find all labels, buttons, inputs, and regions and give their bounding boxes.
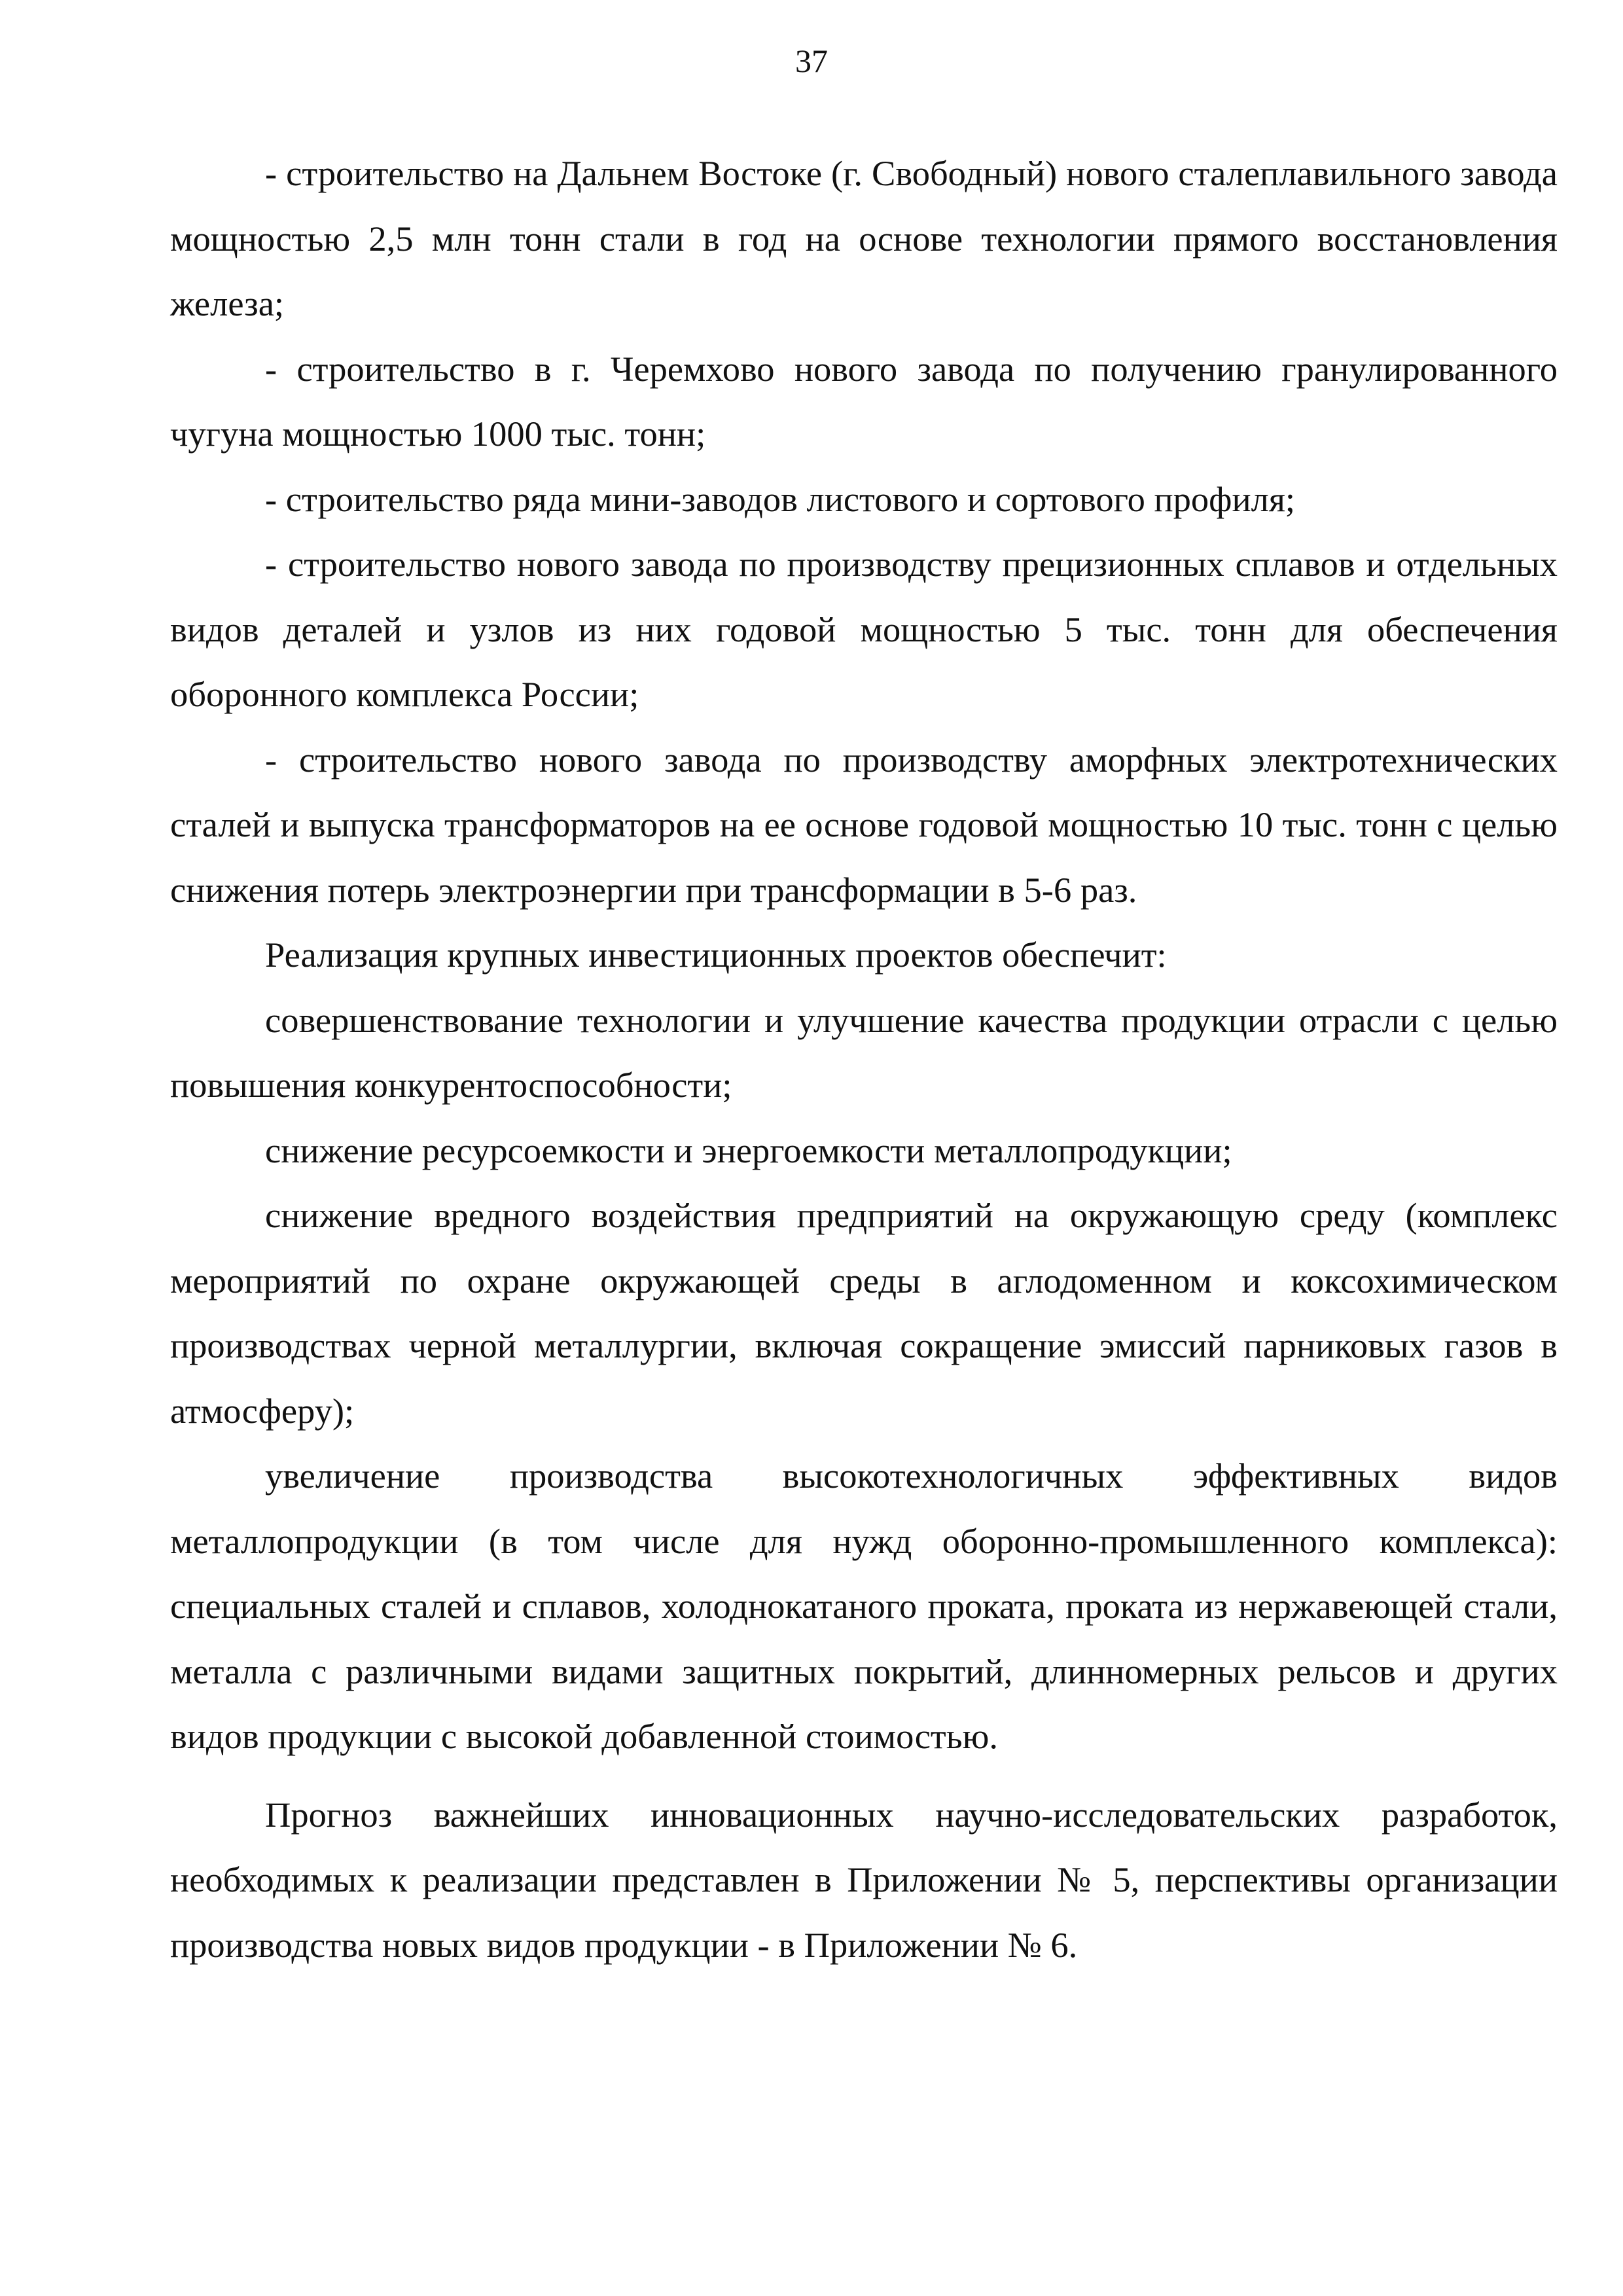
paragraph-technology-improvement: совершенствование технологии и улучшение качества продукции отрасли с целью повышения конкурентоспособности; <box>170 999 1558 1105</box>
paragraph-bullet-mini-plants: - строительство ряда мини-заводов листового и сортового профиля; <box>265 478 1296 519</box>
document-body <box>170 141 1558 1977</box>
paragraph-resource-reduction: снижение ресурсоемкости и энергоемкости металлопродукции; <box>265 1130 1232 1170</box>
paragraph-high-tech-production: увеличение производства высокотехнологичных эффективных видов металлопродукции (в том числе для нужд оборонно-промышленного комплекса): специальных сталей и сплавов, холоднокатаного проката, проката из нержавеющей стали, металла с различными видами защитных покрытий, длинномерных рельсов и других видов продукции с высокой добавленной стоимостью. <box>170 1456 1558 1756</box>
paragraph-forecast-appendices: Прогноз важнейших инновационных научно-исследовательских разработок, необходимых к реализации представлен в Приложении № 5, перспективы организации производства новых видов продукции - в Приложении № 6. <box>170 1794 1558 1965</box>
paragraph-implementation-intro: Реализация крупных инвестиционных проектов обеспечит: <box>265 935 1167 975</box>
paragraph-bullet-amorphous-steel-plant: - строительство нового завода по производству аморфных электротехнических сталей и выпуска трансформаторов на ее основе годовой мощностью 10 тыс. тонн с целью снижения потерь электроэнергии при трансформации в 5-6 раз. <box>170 739 1558 910</box>
paragraph-bullet-svobodny-plant: - строительство на Дальнем Востоке (г. Свободный) нового сталеплавильного завода мощностью 2,5 млн тонн стали в год на основе технологии прямого восстановления железа; <box>170 153 1558 323</box>
paragraph-bullet-precision-alloys-plant: - строительство нового завода по производству прецизионных сплавов и отдельных видов деталей и узлов из них годовой мощностью 5 тыс. тонн для обеспечения оборонного комплекса России; <box>170 544 1558 714</box>
paragraph-environmental-impact: снижение вредного воздействия предприятий на окружающую среду (комплекс мероприятий по охране окружающей среды в аглодоменном и коксохимическом производствах черной металлургии, включая сокращение эмиссий парниковых газов в атмосферу); <box>170 1195 1558 1431</box>
paragraph-bullet-cheremkhovo-plant: - строительство в г. Черемхово нового завода по получению гранулированного чугуна мощностью 1000 тыс. тонн; <box>170 348 1558 454</box>
page-number: 37 <box>795 43 828 79</box>
